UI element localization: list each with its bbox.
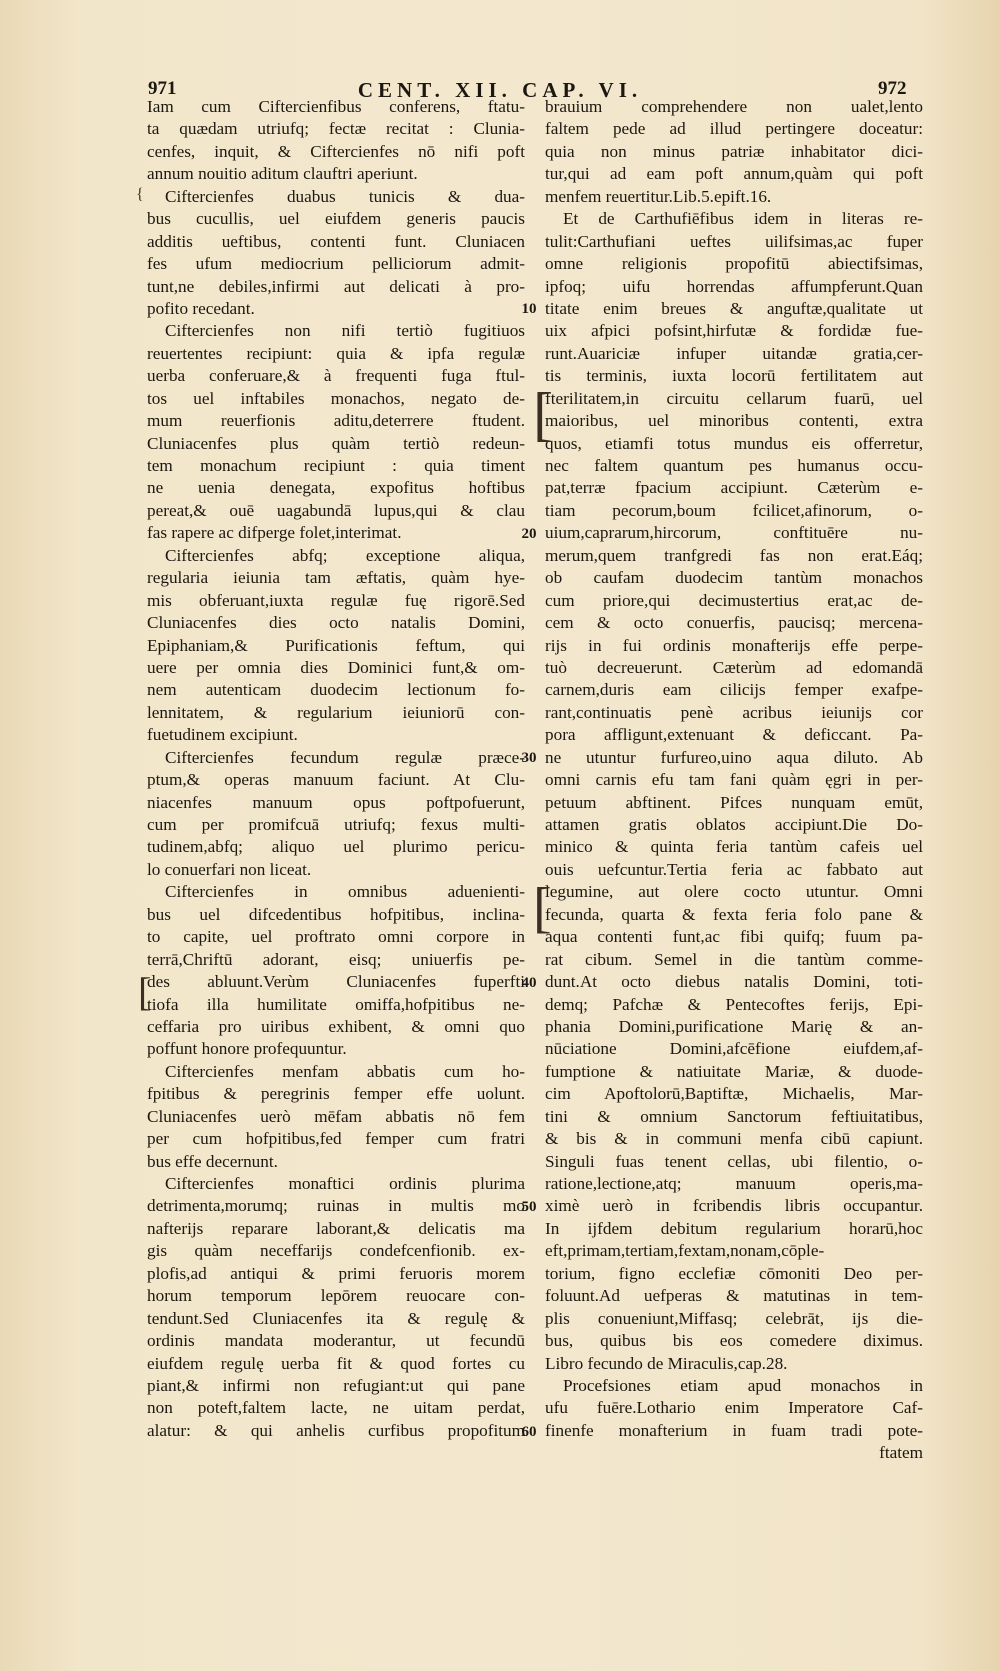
right-column-text-line: plis conueniunt,Miffasq; celebrāt, ijs die- xyxy=(545,1308,923,1328)
left-column-text-line: nem autenticam duodecim lectionum fo- xyxy=(147,680,525,700)
left-column-text-line: fes ufum mediocrium pelliciorum admit- xyxy=(147,254,525,274)
left-column-text-line: tunt,ne debiles,infirmi aut delicati à pro- xyxy=(147,276,525,296)
left-column-text-line: tendunt.Sed Cluniacenfes ita & regulę & xyxy=(147,1308,525,1328)
right-column-text-line: petuum abftinent. Pifces nunquam emūt, xyxy=(545,792,923,812)
right-column-text-line: uium,caprarum,hircorum, conftituēre nu- xyxy=(545,523,923,543)
right-column-text-line: bus, quibus bis eos comedere diximus. xyxy=(545,1331,923,1351)
right-column-text-line: merum,quem tranfgredi fas non erat.Eáq; xyxy=(545,545,923,565)
right-column-text-line: rant,continuatis penè acribus ieiunijs cor xyxy=(545,702,923,722)
right-column-text-line: ipfoq; uifu horrendas affumpferunt.Quan xyxy=(545,276,923,296)
right-text-column xyxy=(545,96,923,1465)
left-column-text-line: ordinis mandata moderantur, ut fecundū xyxy=(147,1331,525,1351)
right-column-text-line: legumine, aut olere cocto utuntur. Omni xyxy=(545,882,923,902)
left-column-text-line: bus effe decernunt. xyxy=(147,1151,278,1171)
left-column-text-line: mum reuerfionis aditu,deterrere ftudent. xyxy=(147,411,525,431)
right-column-text-line: omni carnis efu tam fani quàm ęgri in per- xyxy=(545,770,923,790)
left-text-column xyxy=(147,96,525,1442)
left-column-text-line: poffunt honore profequuntur. xyxy=(147,1039,347,1059)
left-column-text-line: pofito recedant. xyxy=(147,298,255,318)
left-column-text-line: Cluniacenfes plus quàm tertiò redeun- xyxy=(147,433,525,453)
right-column-text-line: tis terminis, iuxta locorū fertilitatem aut xyxy=(545,366,923,386)
right-column-text-line: attamen gratis oblatos accipiunt.Die Do- xyxy=(545,815,923,834)
right-column-text-line: maioribus, uel minoribus contenti, extra xyxy=(545,411,923,431)
left-column-text-line: bus cucullis, uel eiufdem generis paucis xyxy=(147,209,525,229)
left-column-text-line: eiufdem regulę uerba fit & quod fortes cu xyxy=(147,1353,525,1373)
left-column-text-line: Iam cum Ciftercienfibus conferens, ftatu- xyxy=(147,97,525,116)
left-column-text-line: annum nouitio aditum clauftri aperiunt. xyxy=(147,164,418,184)
line-number-marker: 30 xyxy=(521,750,537,767)
margin-bracket-mark: [ xyxy=(138,969,152,1014)
left-column-text-line: nafterijs reparare laborant,& delicatis ma xyxy=(147,1218,525,1238)
right-column-text-line: rat cibum. Semel in die tantùm comme- xyxy=(545,949,923,969)
right-column-text-line: pora affligunt,extenuant & deficcant. Pa- xyxy=(545,725,923,745)
left-column-text-line: additis ueftibus, contenti funt. Cluniacen xyxy=(147,231,525,251)
left-column-text-line: fuetudinem excipiunt. xyxy=(147,725,298,745)
left-column-text-line: Ciftercienfes monaftici ordinis plurima xyxy=(165,1174,525,1193)
right-column-text-line: ftatem xyxy=(879,1443,923,1463)
right-column-text-line: finenfe monafterium in fuam tradi pote- xyxy=(545,1420,923,1440)
left-column-text-line: fas rapere ac difperge folet,interimat. xyxy=(147,523,402,543)
right-column-text-line: cum priore,qui decimustertius erat,ac de- xyxy=(545,590,923,610)
right-column-text-line: ratione,lectione,atq; manuum operis,ma- xyxy=(545,1174,923,1193)
right-column-text-line: torium, figno ecclefiæ cōmoniti Deo per- xyxy=(545,1263,923,1283)
right-column-text-line: nūciatione Domini,afcēfione eiufdem,af- xyxy=(545,1039,923,1059)
right-column-text-line: fterilitatem,in circuitu cellarum fuarū, uel xyxy=(545,388,923,408)
right-column-text-line: tini & omnium Sanctorum feftiuitatibus, xyxy=(545,1106,923,1126)
right-column-text-line: & bis & in communi menfa cibū capiunt. xyxy=(545,1129,923,1149)
right-column-text-line: titate enim breues & anguftæ,qualitate ut xyxy=(545,298,923,318)
right-column-text-line: ximè uerò in fcribendis libris occupantur. xyxy=(545,1196,923,1216)
left-column-text-line: terrā,Chriftū adorant, eisq; uniuerfis pe- xyxy=(147,949,525,969)
margin-bracket-mark: [ xyxy=(533,877,552,939)
left-column-text-line: Cluniacenfes dies octo natalis Domini, xyxy=(147,613,525,633)
left-column-text-line: uere per omnia dies Dominici funt,& om- xyxy=(147,657,525,677)
right-column-text-line: menfem reuertitur.Lib.5.epift.16. xyxy=(545,186,772,206)
left-column-text-line: lennitatem, & regularium ieiuniorū con- xyxy=(147,702,525,722)
left-column-text-line: tudinem,abfq; aliquo uel plurimo pericu- xyxy=(147,837,525,857)
left-column-text-line: regularia ieiunia tam æftatis, quàm hye- xyxy=(147,568,525,588)
left-column-text-line: detrimenta,morumq; ruinas in multis mo xyxy=(147,1196,525,1216)
left-column-text-line: Ciftercienfes non nifi tertiò fugitiuos xyxy=(165,321,525,341)
right-column-text-line: minico & quinta feria tantùm cafeis uel xyxy=(545,837,923,857)
left-column-text-line: ne uenia denegata, expofitus hoftibus xyxy=(147,478,525,498)
right-column-text-line: dunt.At octo diebus natalis Domini, toti- xyxy=(545,972,923,992)
left-column-text-line: per cum hofpitibus,fed femper cum fratri xyxy=(147,1129,525,1149)
left-column-text-line: Ciftercienfes duabus tunicis & dua- xyxy=(165,186,525,206)
left-column-text-line: Ciftercienfes menfam abbatis cum ho- xyxy=(165,1061,525,1081)
right-column-text-line: tulit:Carthufiani ueftes uilifsimas,ac fuper xyxy=(545,231,923,251)
left-column-text-line: non poteft,faltem lacte, ne uitam perdat, xyxy=(147,1398,525,1418)
running-head-title: CENT. XII. CAP. VI. xyxy=(357,78,643,102)
right-column-text-line: quos, etiamfi totus mundus eis offerretur, xyxy=(545,433,923,453)
right-column-text-line: Et de Carthufiēfibus idem in literas re- xyxy=(563,209,923,229)
left-column-text-line: Ciftercienfes fecundum regulæ præce- xyxy=(165,747,525,767)
left-column-text-line: Ciftercienfes in omnibus aduenienti- xyxy=(165,882,525,902)
left-column-text-line: niacenfes manuum opus poftpofuerunt, xyxy=(147,792,525,812)
right-column-text-line: pat,terræ fpacium accipiunt. Cæterùm e- xyxy=(545,478,923,498)
right-column-text-line: rijs in fui ordinis monafterijs effe perpe- xyxy=(545,635,923,655)
left-column-text-line: mis obferuant,iuxta regulæ fuę rigorē.Sed xyxy=(147,590,525,610)
line-number-marker: 20 xyxy=(521,525,537,542)
right-column-text-line: Procefsiones etiam apud monachos in xyxy=(563,1375,923,1395)
page-number-right: 972 xyxy=(878,78,907,99)
page-number-left: 971 xyxy=(148,78,177,99)
left-column-text-line: piant,& infirmi non refugiant:ut qui pane xyxy=(147,1375,525,1395)
left-column-text-line: bus uel difcedentibus hofpitibus, inclina- xyxy=(147,904,525,924)
left-column-text-line: to capite, uel proftrato omni corpore in xyxy=(147,927,525,947)
right-column-text-line: In ijfdem debitum regularium horarū,hoc xyxy=(545,1218,923,1238)
right-column-text-line: faltem pede ad illud pertingere doceatur: xyxy=(545,119,923,139)
left-column-text-line: lo conuerfari non liceat. xyxy=(147,859,312,879)
right-column-text-line: ne utuntur furfureo,uino aqua diluto. Ab xyxy=(545,747,923,767)
right-column-text-line: cim Apoftolorū,Baptiftæ, Michaelis, Mar- xyxy=(545,1084,923,1104)
right-column-text-line: ufu fuēre.Lothario enim Imperatore Caf- xyxy=(545,1398,923,1418)
right-column-text-line: tiam pecorum,boum fcilicet,afinorum, o- xyxy=(545,500,923,520)
right-column-text-line: Libro fecundo de Miraculis,cap.28. xyxy=(545,1353,788,1373)
margin-bracket-mark: [ xyxy=(533,381,553,447)
left-column-text-line: reuertentes recipiunt: quia & ipfa regulæ xyxy=(147,343,525,363)
left-column-text-line: des abluunt.Verùm Cluniacenfes fuperfti xyxy=(147,972,525,992)
right-column-text-line: aqua contenti funt,ac fibi quifq; fuum pa- xyxy=(545,927,923,947)
left-column-text-line: Cluniacenfes uerò mēfam abbatis nō fem xyxy=(147,1106,525,1126)
right-column-text-line: nec faltem quantum pes humanus occu- xyxy=(545,456,923,475)
right-column-text-line: tur,qui ad eam poft annum,quàm qui poft xyxy=(545,164,923,184)
right-column-text-line: ob caufam duodecim tantùm monachos xyxy=(545,568,923,588)
line-number-marker: 50 xyxy=(521,1199,537,1216)
left-column-text-line: plofis,ad antiqui & primi feruoris morem xyxy=(147,1263,525,1283)
right-column-text-line: demq; Pafchæ & Pentecoftes ferijs, Epi- xyxy=(545,994,923,1014)
left-column-text-line: Ciftercienfes abfq; exceptione aliqua, xyxy=(165,545,525,565)
right-column-text-line: foluunt.Ad uefperas & matutinas in tem- xyxy=(545,1286,923,1306)
margin-bracket-mark: { xyxy=(136,186,144,203)
right-column-text-line: cem & octo conuerfis, paucisq; mercena- xyxy=(545,613,923,633)
left-column-text-line: ceffaria pro uiribus exhibent, & omni quo xyxy=(147,1016,525,1036)
left-column-text-line: pereat,& ouē uagabundā lupus,qui & clau xyxy=(147,500,525,520)
line-number-marker: 10 xyxy=(521,301,537,318)
left-column-text-line: tiofa illa humilitate omiffa,hofpitibus ne- xyxy=(147,994,525,1014)
right-column-text-line: omne religionis propofitū abiectifsimas, xyxy=(545,254,923,274)
left-column-text-line: horum temporum lepōrem reuocare con- xyxy=(147,1286,525,1306)
right-column-text-line: Singuli fuas tenent cellas, ubi filentio, o- xyxy=(545,1151,923,1171)
left-column-text-line: fpitibus & peregrinis femper effe uolunt. xyxy=(147,1084,525,1104)
right-column-text-line: eft,primam,tertiam,fextam,nonam,cōple- xyxy=(545,1241,825,1261)
right-column-text-line: quia non minus patriæ inhabitator dici- xyxy=(545,141,923,161)
line-number-marker: 40 xyxy=(521,974,537,991)
left-column-text-line: cenfes, inquit, & Ciftercienfes nō nifi poft xyxy=(147,141,525,161)
right-column-text-line: ouis uefcuntur.Tertia feria ac fabbato aut xyxy=(545,859,923,879)
right-column-text-line: phania Domini,purificatione Marię & an- xyxy=(545,1016,923,1036)
right-column-text-line: fumptione & natiuitate Mariæ, & duode- xyxy=(545,1061,923,1081)
left-column-text-line: cum per promifcuā utriufq; fexus multi- xyxy=(147,815,525,834)
line-number-marker: 60 xyxy=(521,1423,537,1440)
left-column-text-line: ptum,& operas manuum faciunt. At Clu- xyxy=(147,770,525,790)
right-column-text-line: brauium comprehendere non ualet,lento xyxy=(545,97,923,116)
left-column-text-line: tos uel inftabiles monachos, negato de- xyxy=(147,388,525,408)
left-column-text-line: ta quædam utriufq; fectæ recitat : Clunia- xyxy=(147,119,525,139)
right-column-text-line: runt.Auariciæ infuper uitandæ gratia,cer- xyxy=(545,343,923,363)
left-column-text-line: Epiphaniam,& Purificationis feftum, qui xyxy=(147,635,525,655)
right-column-text-line: carnem,duris eam cilicijs femper exafpe- xyxy=(545,680,923,700)
right-column-text-line: tuò decreuerunt. Cæterùm ad edomandā xyxy=(545,657,923,677)
left-column-text-line: gis quàm neceffarijs condefcenfionib. ex- xyxy=(147,1241,525,1261)
right-column-text-line: uix afpici pofsint,hirfutæ & fordidæ fue- xyxy=(545,321,923,341)
left-column-text-line: tem monachum recipiunt : quia timent xyxy=(147,456,525,475)
left-column-text-line: alatur: & qui anhelis curfibus propofitum xyxy=(147,1420,525,1440)
left-column-text-line: uerba conferuare,& à frequenti fuga ftul- xyxy=(147,366,525,386)
right-column-text-line: fecunda, quarta & fexta feria folo pane & xyxy=(545,904,923,924)
